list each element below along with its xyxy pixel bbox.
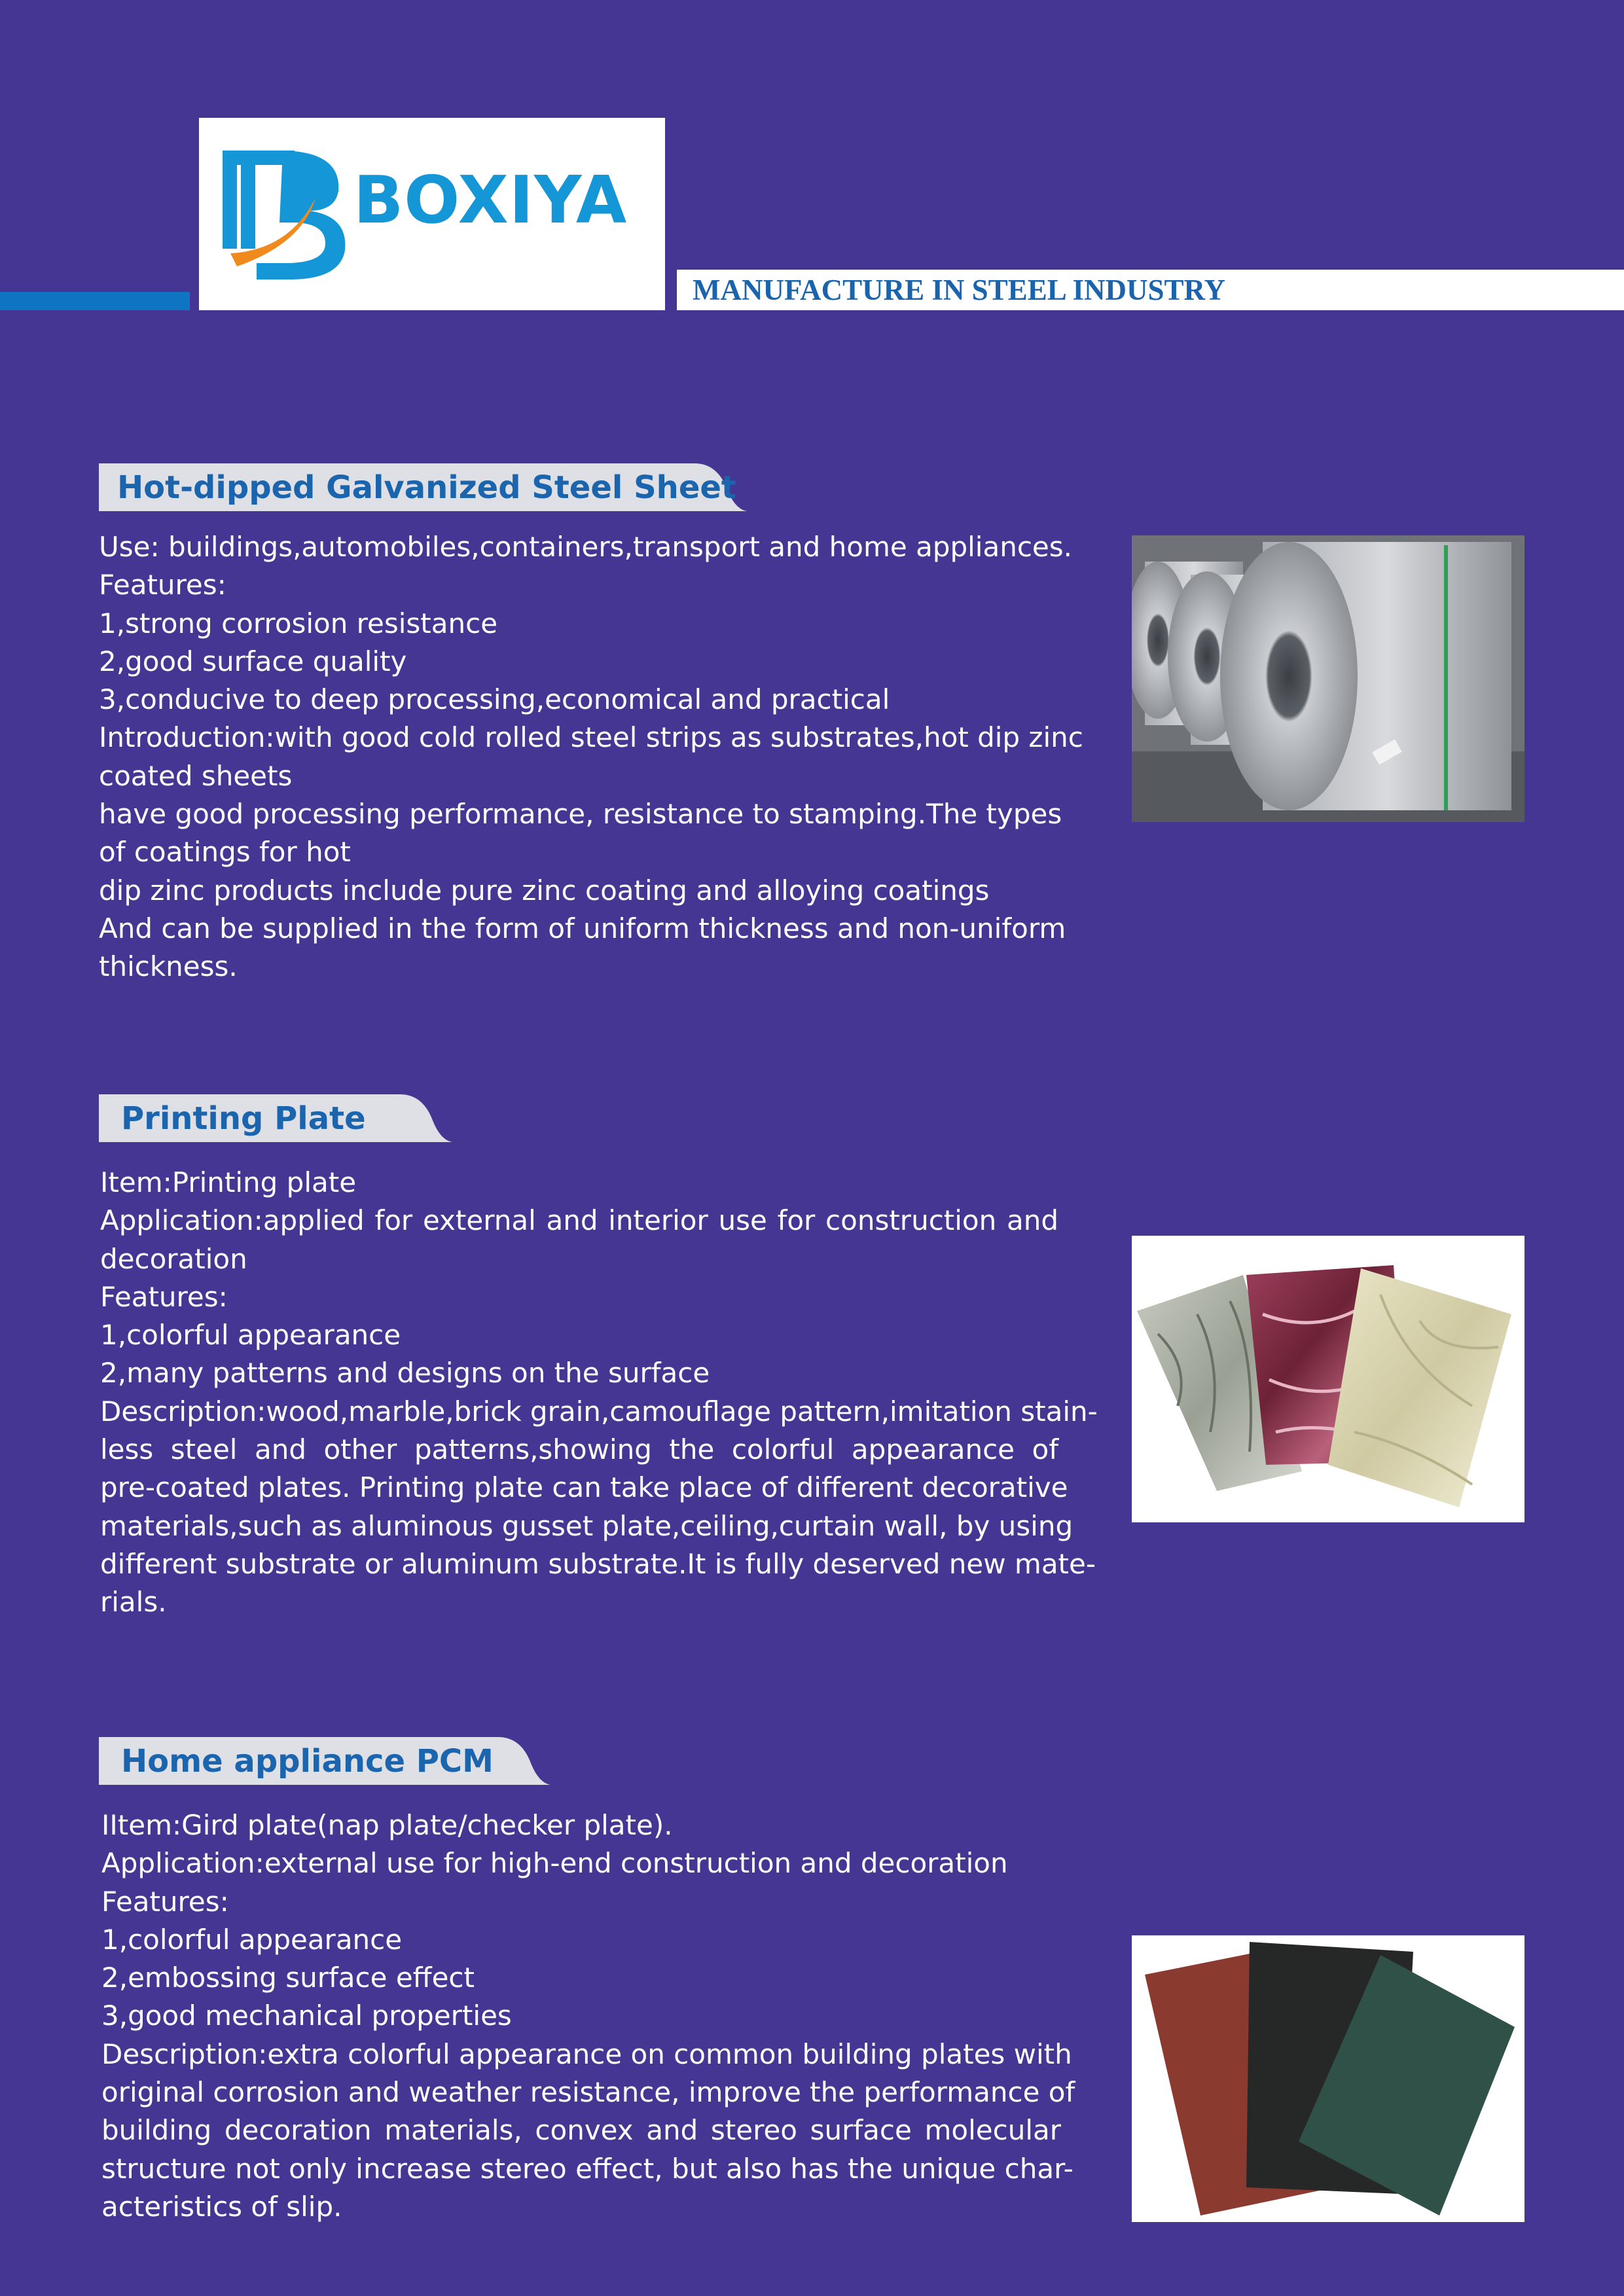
text-line: 2,embossing surface effect — [101, 1962, 475, 1994]
section-title: Home appliance PCM — [121, 1743, 494, 1780]
text-line: Introduction:with good cold rolled steel strips as substrates,hot dip zinc — [99, 721, 1083, 754]
text-line: 2,many patterns and designs on the surface — [100, 1357, 710, 1390]
text-line: Use: buildings,automobiles,containers,transport and home appliances. — [99, 531, 1072, 563]
text-line: rials. — [100, 1586, 167, 1619]
text-line: Description:wood,marble,brick grain,camouflage pattern,imitation stain- — [100, 1395, 1098, 1427]
text-line: acteristics of slip. — [101, 2190, 342, 2223]
text-line: 2,good surface quality — [99, 645, 407, 677]
section-body-printing-plate — [100, 1164, 1098, 1622]
text-line: coated sheets — [99, 759, 293, 792]
text-line: less steel and other patterns,showing the colorful appearance of — [100, 1433, 1058, 1466]
text-line: Description:extra colorful appearance on common building plates with — [101, 2037, 1072, 2070]
section-header-printing-plate — [99, 1094, 452, 1142]
section-body-home-appliance-pcm — [101, 1806, 1075, 2226]
section-title: Printing Plate — [121, 1100, 366, 1137]
text-line: And can be supplied in the form of uniform thickness and non-uniform — [99, 912, 1066, 944]
header-accent-stripe — [0, 292, 190, 310]
text-line: thickness. — [99, 950, 238, 983]
section-body-galvanized — [99, 528, 1083, 986]
text-line: materials,such as aluminous gusset plate,ceiling,curtain wall, by using — [100, 1509, 1074, 1542]
text-line: 1,strong corrosion resistance — [99, 607, 498, 639]
text-line: different substrate or aluminum substrate.It is fully deserved new mate- — [100, 1547, 1096, 1580]
section-header-home-appliance-pcm — [99, 1737, 550, 1785]
text-line: decoration — [100, 1242, 247, 1275]
text-line: Item:Printing plate — [100, 1166, 357, 1198]
text-line: 3,good mechanical properties — [101, 2000, 512, 2032]
text-line: 1,colorful appearance — [101, 1923, 403, 1956]
text-line: of coatings for hot — [99, 836, 351, 869]
tagline-text: MANUFACTURE IN STEEL INDUSTRY — [693, 274, 1225, 306]
text-line: Features: — [99, 569, 226, 601]
tagline-bar — [677, 270, 1624, 310]
text-line: have good processing performance, resistance to stamping.The types — [99, 798, 1062, 831]
text-line: dip zinc products include pure zinc coating and alloying coatings — [99, 874, 990, 906]
logo-wordmark: BOXIYA — [353, 162, 628, 238]
text-line: 1,colorful appearance — [100, 1319, 401, 1352]
text-line: 3,conducive to deep processing,economical and practical — [99, 683, 890, 716]
section-title: Hot-dipped Galvanized Steel Sheet — [117, 469, 736, 506]
galvanized-steel-coils-photo — [1132, 535, 1525, 822]
text-line: pre-coated plates. Printing plate can take place of different decorative — [100, 1471, 1068, 1504]
text-line: Application:external use for high-end construction and decoration — [101, 1847, 1008, 1880]
colored-pcm-sheets-photo — [1132, 1935, 1525, 2222]
boxiya-logo-mark — [217, 145, 355, 283]
text-line: Application:applied for external and interior use for construction and — [100, 1204, 1058, 1237]
text-line: Features: — [100, 1280, 228, 1313]
text-line: IItem:Gird plate(nap plate/checker plate). — [101, 1809, 673, 1841]
logo-box — [199, 118, 665, 310]
text-line: original corrosion and weather resistance, improve the performance of — [101, 2076, 1075, 2109]
printed-marble-pattern-plates-photo — [1132, 1236, 1525, 1522]
text-line: building decoration materials, convex and stereo surface molecular — [101, 2114, 1061, 2147]
section-header-galvanized — [99, 463, 747, 511]
text-line: structure not only increase stereo effect, but also has the unique char- — [101, 2152, 1074, 2185]
text-line: Features: — [101, 1885, 229, 1918]
